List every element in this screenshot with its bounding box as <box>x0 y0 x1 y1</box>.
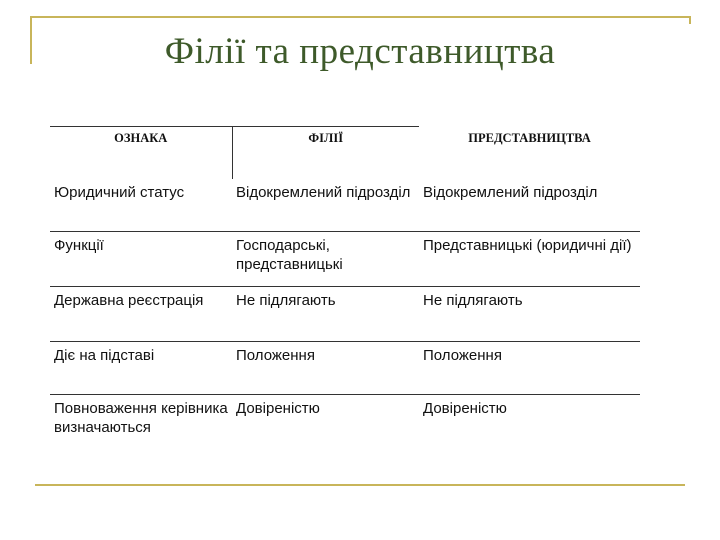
cell-criterion: Юридичний статус <box>50 179 232 232</box>
cell-branch: Відокремлений підрозділ <box>232 179 419 232</box>
cell-criterion: Діє на підставі <box>50 342 232 395</box>
cell-representative-office: Відокремлений підрозділ <box>419 179 640 232</box>
cell-branch: Положення <box>232 342 419 395</box>
cell-branch: Довіреністю <box>236 400 320 417</box>
cell-branch: Господарські, представницькі <box>232 232 419 287</box>
cell-criterion: Повноваження керівника визначаються <box>54 400 228 436</box>
cell-representative-office: Довіреністю <box>423 400 507 417</box>
slide-title: Філії та представництва <box>164 31 556 72</box>
table-row <box>50 342 640 395</box>
table-row <box>50 232 640 287</box>
table-row <box>50 287 640 342</box>
header-oznaka: ОЗНАКА <box>50 127 232 180</box>
cell-representative-office: Представницькі (юридичні дії) <box>419 232 640 287</box>
cell-criterion: Функції <box>50 232 232 287</box>
header-predstavnytstva: ПРЕДСТАВНИЦТВА <box>468 130 591 145</box>
table-header-row <box>50 127 640 180</box>
header-filii: ФІЛІЇ <box>232 127 419 180</box>
frame-line-right <box>689 16 691 24</box>
frame-line-bottom <box>35 484 685 486</box>
table-row <box>50 395 640 470</box>
cell-representative-office: Не підлягають <box>419 287 640 342</box>
frame-line-top <box>30 16 690 18</box>
table-row <box>50 179 640 232</box>
cell-criterion: Державна реєстрація <box>50 287 232 342</box>
comparison-table <box>50 126 640 469</box>
cell-branch: Не підлягають <box>232 287 419 342</box>
cell-representative-office: Положення <box>419 342 640 395</box>
